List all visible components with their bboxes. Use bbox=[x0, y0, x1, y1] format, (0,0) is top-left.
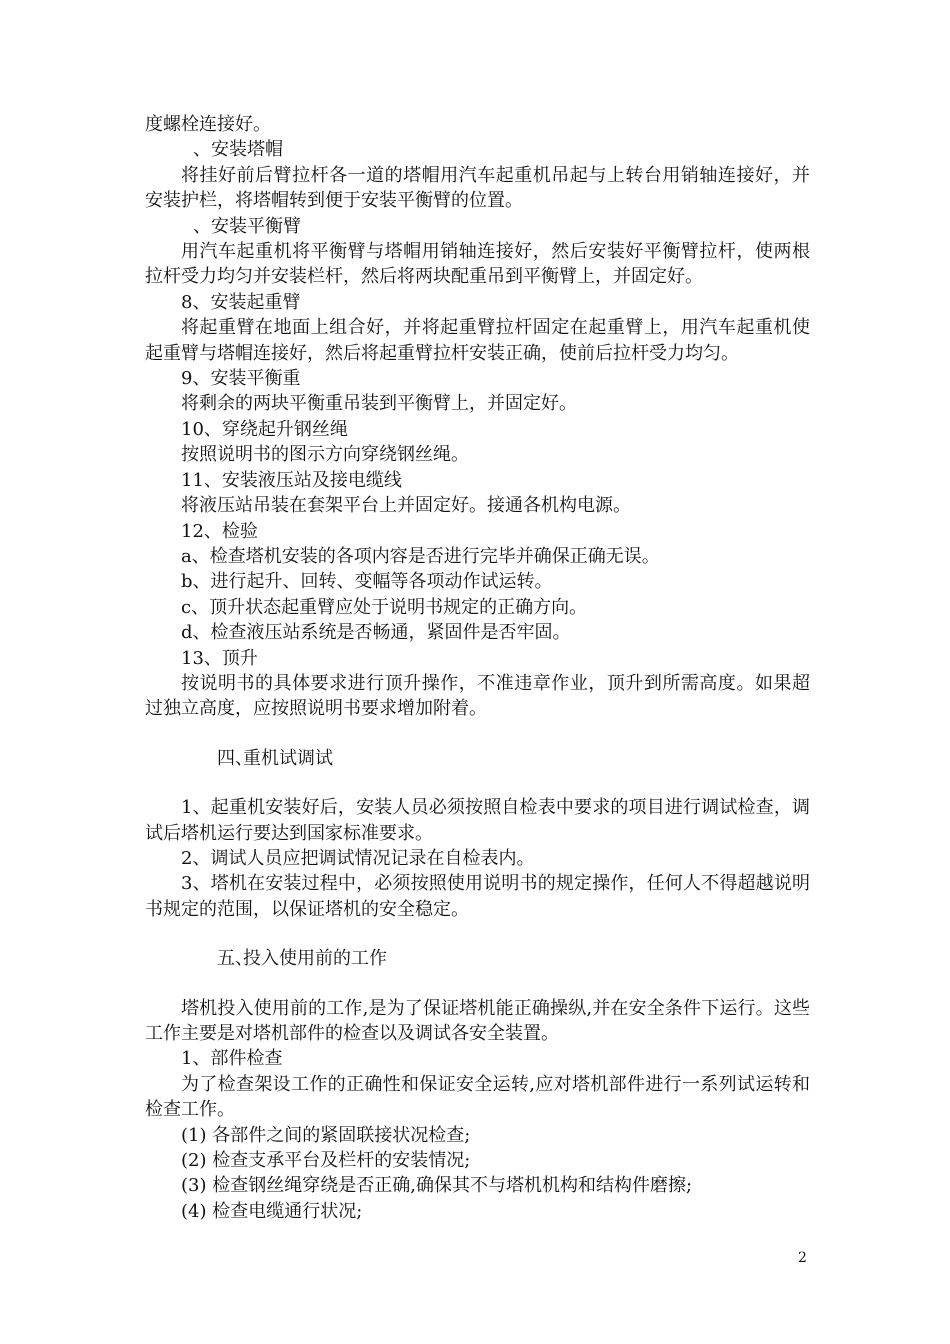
step-heading: 、安装平衡臂 bbox=[193, 215, 301, 237]
check-item: a、检查塔机安装的各项内容是否进行完毕并确保正确无误。 bbox=[181, 545, 660, 567]
paragraph: 3、塔机在安装过程中，必须按照使用说明书的规定操作，任何人不得超越说明书规定的范围，以保证塔机的安全稳定。 bbox=[145, 873, 810, 920]
spacer bbox=[145, 972, 810, 996]
section-title: 重机试调试 bbox=[243, 747, 333, 769]
check-item: (3) 检查钢丝绳穿绕是否正确,确保其不与塔机机构和结构件磨擦; bbox=[181, 1175, 693, 1197]
step-heading: 10、穿绕起升钢丝绳 bbox=[181, 418, 348, 440]
spacer bbox=[145, 771, 810, 795]
paragraph: 按说明书的具体要求进行顶升操作，不准违章作业，顶升到所需高度。如果超过独立高度，应按照说明书要求增加附着。 bbox=[145, 672, 810, 720]
paragraph: 用汽车起重机将平衡臂与塔帽用销轴连接好，然后安装好平衡臂拉杆，使两根拉杆受力均匀并安装栏杆，然后将两块配重吊到平衡臂上，并固定好。 bbox=[145, 241, 810, 288]
check-item: (2) 检查支承平台及栏杆的安装情况; bbox=[181, 1150, 471, 1172]
spacer bbox=[145, 922, 810, 946]
document-body bbox=[145, 112, 810, 1224]
paragraph: 为了检查架设工作的正确性和保证安全运转,应对塔机部件进行一系列试运转和检查工作。 bbox=[145, 1073, 810, 1121]
paragraph: 将剩余的两块平衡重吊装到平衡臂上，并固定好。 bbox=[181, 393, 577, 415]
check-item: (4) 检查电缆通行状况; bbox=[181, 1200, 363, 1222]
step-heading: 1、部件检查 bbox=[181, 1048, 283, 1070]
step-heading: 9、安装平衡重 bbox=[181, 368, 301, 390]
paragraph: 1、起重机安装好后，安装人员必须按照自检表中要求的项目进行调试检查，调试后塔机运行要达到国家标准要求。 bbox=[145, 797, 810, 844]
section-number: 五、 bbox=[217, 948, 253, 970]
check-item: b、进行起升、回转、变幅等各项动作试运转。 bbox=[181, 571, 553, 593]
step-heading: 、安装塔帽 bbox=[193, 139, 283, 161]
step-heading: 11、安装液压站及接电缆线 bbox=[181, 469, 402, 491]
spacer bbox=[145, 722, 810, 746]
paragraph: 塔机投入使用前的工作,是为了保证塔机能正确操纵,并在安全条件下运行。这些工作主要是对塔机部件的检查以及调试各安全装置。 bbox=[145, 997, 810, 1044]
check-item: d、检查液压站系统是否畅通，紧固件是否牢固。 bbox=[181, 622, 571, 644]
section-heading-4 bbox=[145, 746, 810, 771]
step-heading: 8、安装起重臂 bbox=[181, 291, 301, 313]
check-item: c、顶升状态起重臂应处于说明书规定的正确方向。 bbox=[181, 596, 588, 618]
paragraph: 度螺栓连接好。 bbox=[145, 114, 271, 135]
page-number: 2 bbox=[798, 1250, 807, 1266]
section-number: 四、 bbox=[217, 747, 253, 769]
paragraph: 按照说明书的图示方向穿绕钢丝绳。 bbox=[181, 444, 469, 466]
paragraph: 将起重臂在地面上组合好，并将起重臂拉杆固定在起重臂上，用汽车起重机使起重臂与塔帽连接好，然后将起重臂拉杆安装正确，使前后拉杆受力均匀。 bbox=[145, 317, 810, 364]
paragraph: 2、调试人员应把调试情况记录在自检表内。 bbox=[181, 847, 535, 869]
section-title: 投入使用前的工作 bbox=[243, 948, 387, 970]
paragraph: 将液压站吊装在套架平台上并固定好。接通各机构电源。 bbox=[181, 495, 631, 517]
paragraph: 将挂好前后臂拉杆各一道的塔帽用汽车起重机吊起与上转台用销轴连接好，并安装护栏，将塔帽转到便于安装平衡臂的位置。 bbox=[145, 164, 810, 212]
check-item: (1) 各部件之间的紧固联接状况检查; bbox=[181, 1124, 471, 1146]
section-heading-5 bbox=[145, 946, 810, 971]
step-heading: 12、检验 bbox=[181, 520, 258, 542]
step-heading: 13、顶升 bbox=[181, 647, 258, 669]
